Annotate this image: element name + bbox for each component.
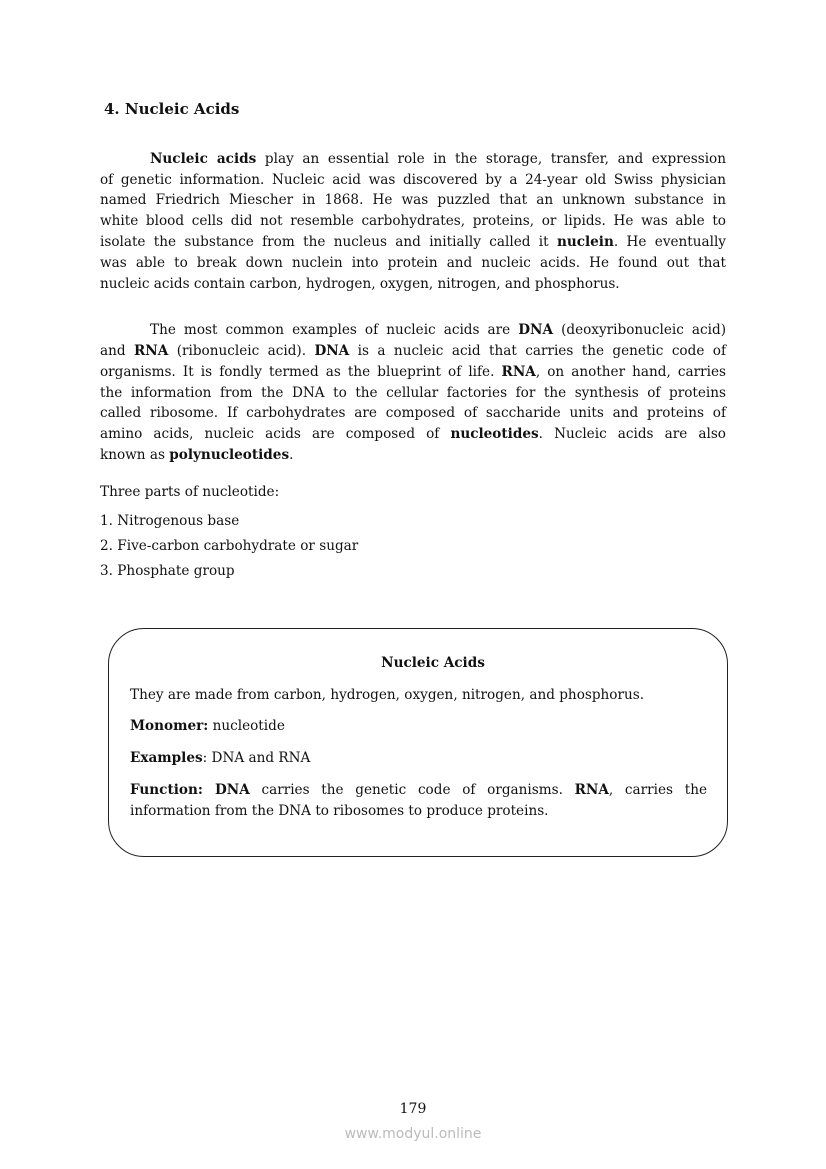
- bold-term: Examples: [130, 750, 203, 766]
- bold-term: DNA: [314, 343, 350, 359]
- text-line: [100, 384, 726, 402]
- text-line: [130, 717, 707, 735]
- bold-term: RNA: [134, 343, 169, 359]
- text-run: (ribonucleic acid).: [168, 343, 315, 359]
- list-item: 1. Nitrogenous base: [100, 513, 240, 529]
- text-run: , carries the: [608, 782, 707, 798]
- text-run: white blood cells did not resemble carbohydrates, proteins, or lipids. He was able to: [100, 213, 726, 229]
- summary-box-title: Nucleic Acids: [381, 655, 485, 671]
- text-run: . Nucleic acids are also: [538, 426, 726, 442]
- text-line: [130, 781, 707, 799]
- text-run: (deoxyribonucleic acid): [553, 322, 726, 338]
- text-run: organisms. It is fondly termed as the blueprint of life.: [100, 364, 502, 380]
- bold-term: Monomer:: [130, 718, 209, 734]
- text-run: They are made from carbon, hydrogen, oxygen, nitrogen, and phosphorus.: [130, 687, 645, 703]
- text-run: play an essential role in the storage, transfer, and expression: [256, 151, 727, 167]
- text-run: carries the genetic code of organisms.: [249, 782, 575, 798]
- bold-term: nuclein: [556, 234, 614, 250]
- text-run: named Friedrich Miescher in 1868. He was puzzled that an unknown substance in: [100, 192, 726, 208]
- list-item: 2. Five-carbon carbohydrate or sugar: [100, 538, 359, 554]
- bold-term: nucleotides: [450, 426, 539, 442]
- text-run: nucleotide: [208, 718, 285, 734]
- bold-term: RNA: [574, 782, 609, 798]
- text-run: known as: [100, 447, 170, 463]
- text-line: [130, 802, 707, 820]
- text-line: [100, 191, 726, 209]
- text-run: of genetic information. Nucleic acid was discovered by a 24-year old Swiss physician: [100, 172, 726, 188]
- watermark: www.modyul.online: [344, 1126, 482, 1142]
- text-run: nucleic acids contain carbon, hydrogen, oxygen, nitrogen, and phosphorus.: [100, 276, 620, 292]
- parts-intro: Three parts of nucleotide:: [100, 484, 280, 500]
- text-run: : DNA and RNA: [202, 750, 311, 766]
- text-line: [100, 321, 726, 339]
- text-line: [100, 254, 726, 272]
- bold-term: polynucleotides: [169, 447, 290, 463]
- text-run: and: [100, 343, 134, 359]
- text-line: [100, 150, 726, 168]
- text-line: [100, 171, 726, 189]
- text-run: the information from the DNA to the cellular factories for the synthesis of proteins: [100, 385, 726, 401]
- bold-term: DNA: [518, 322, 554, 338]
- bold-term: Nucleic acids: [150, 151, 257, 167]
- text-line: [130, 749, 707, 767]
- text-run: . He eventually: [613, 234, 726, 250]
- text-run: was able to break down nuclein into protein and nucleic acids. He found out that: [100, 255, 726, 271]
- text-run: amino acids, nucleic acids are composed of: [100, 426, 451, 442]
- text-line: [100, 363, 726, 381]
- text-line: [100, 404, 726, 422]
- text-run: is a nucleic acid that carries the genetic code of: [349, 343, 727, 359]
- section-heading: 4. Nucleic Acids: [104, 100, 240, 118]
- text-run: The most common examples of nucleic acids are: [150, 322, 519, 338]
- text-line: [100, 275, 726, 293]
- text-run: isolate the substance from the nucleus and initially called it: [100, 234, 557, 250]
- text-line: [100, 212, 726, 230]
- text-line: [100, 342, 726, 360]
- text-run: called ribosome. If carbohydrates are composed of saccharide units and proteins of: [100, 405, 726, 421]
- text-run: .: [289, 447, 294, 463]
- text-run: , on another hand, carries: [535, 364, 726, 380]
- page-number: 179: [399, 1101, 427, 1117]
- text-line: [100, 446, 726, 464]
- bold-term: Function: DNA: [130, 782, 250, 798]
- text-line: [100, 425, 726, 443]
- bold-term: RNA: [501, 364, 536, 380]
- text-run: information from the DNA to ribosomes to produce proteins.: [130, 803, 549, 819]
- list-item: 3. Phosphate group: [100, 563, 235, 579]
- text-line: [130, 686, 707, 704]
- text-line: [100, 233, 726, 251]
